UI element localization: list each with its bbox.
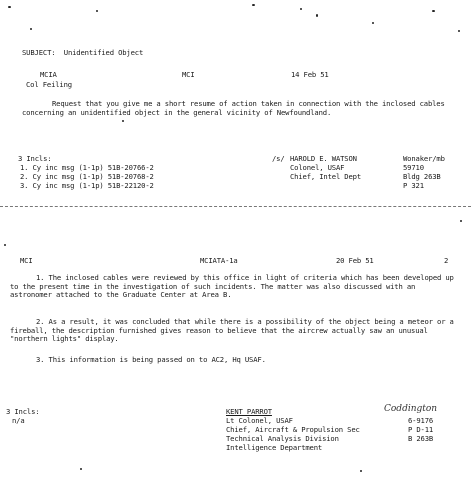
- scan-speck: [4, 244, 6, 246]
- memo2-paragraph-2: 2. As a result, it was concluded that while there is a possibility of the object being a meteor or a fireball, the description furnished gives reason to believe that the aircrew actually saw an unusual "northern lights" display.: [10, 317, 454, 344]
- scan-speck: [458, 30, 460, 32]
- memo1-routing-1: Wonaker/mb: [403, 154, 445, 163]
- memo2-incls-label: 3 Incls:: [6, 407, 40, 416]
- scan-speck: [252, 4, 255, 6]
- memo1-attn: Col Feiling: [26, 80, 72, 89]
- scan-speck: [372, 22, 374, 24]
- memo1-routing-3: Bldg 263B: [403, 172, 441, 181]
- memo2-from: MCI: [20, 256, 33, 265]
- scan-speck: [96, 10, 98, 12]
- memo1-body: Request that you give me a short resume of action taken in connection with the inclosed cables concerning an unidentified object in the general vicinity of Newfoundland.: [22, 99, 445, 117]
- memo2-paragraph-3: 3. This information is being passed on to AC2, Hq USAF.: [36, 355, 266, 364]
- memo1-sig-rank: Colonel, USAF: [290, 163, 345, 172]
- scan-speck: [460, 220, 462, 222]
- memo1-to: MCIA: [40, 70, 57, 79]
- memo1-incl-1: 1. Cy inc msg (1-1p) 51B-20766-2: [20, 163, 154, 172]
- memo1-incls-label: 3 Incls:: [18, 154, 52, 163]
- scan-speck: [432, 10, 435, 12]
- memo2-routing-2: 6-9176: [408, 416, 434, 425]
- memo2-routing-4: B 263B: [408, 434, 434, 443]
- memo2-sig-division: Technical Analysis Division: [226, 434, 339, 443]
- scan-speck: [8, 6, 11, 8]
- memo1-incl-3: 3. Cy inc msg (1-1p) 51B-22120-2: [20, 181, 154, 190]
- memo2-routing-3: P D-11: [408, 425, 434, 434]
- memo1-incl-2: 2. Cy inc msg (1-1p) 51B-20768-2: [20, 172, 154, 181]
- memo2-routing-handwritten: Coddington: [384, 404, 438, 414]
- memo1-routing-4: P 321: [403, 181, 424, 190]
- memo2-sig-department: Intelligence Department: [226, 443, 323, 452]
- memo2-sig-title: Chief, Aircraft & Propulsion Sec: [226, 425, 360, 434]
- memo2-sig-rank: Lt Colonel, USAF: [226, 416, 293, 425]
- scan-speck: [316, 14, 318, 17]
- memo1-sig-slash: /s/: [272, 154, 285, 163]
- scan-speck: [360, 470, 362, 472]
- memo2-incls-value: n/a: [12, 416, 25, 425]
- scan-speck: [122, 120, 124, 122]
- scan-speck: [80, 468, 82, 470]
- memo2-date: 20 Feb 51: [336, 256, 374, 265]
- memo2-page-number: 2: [444, 256, 449, 265]
- memo2-office: MCIATA-1a: [200, 256, 238, 265]
- memo1-from: MCI: [182, 70, 195, 79]
- memo2-sig-name: KENT PARROT: [226, 407, 272, 416]
- memo1-date: 14 Feb 51: [291, 70, 329, 79]
- section-divider: [0, 206, 471, 207]
- scan-speck: [300, 8, 302, 10]
- memo1-subject: SUBJECT: Unidentified Object: [22, 48, 144, 57]
- memo1-sig-name: HAROLD E. WATSON: [290, 154, 357, 163]
- scan-speck: [30, 28, 32, 30]
- memo1-sig-title: Chief, Intel Dept: [290, 172, 362, 181]
- memo2-paragraph-1: 1. The inclosed cables were reviewed by this office in light of criteria which has been developed up to the present time in the investigation of such incidents. The matter was also discussed with an astronomer attached to the Graduate Center at Area B.: [10, 273, 454, 300]
- memo1-routing-2: 59710: [403, 163, 424, 172]
